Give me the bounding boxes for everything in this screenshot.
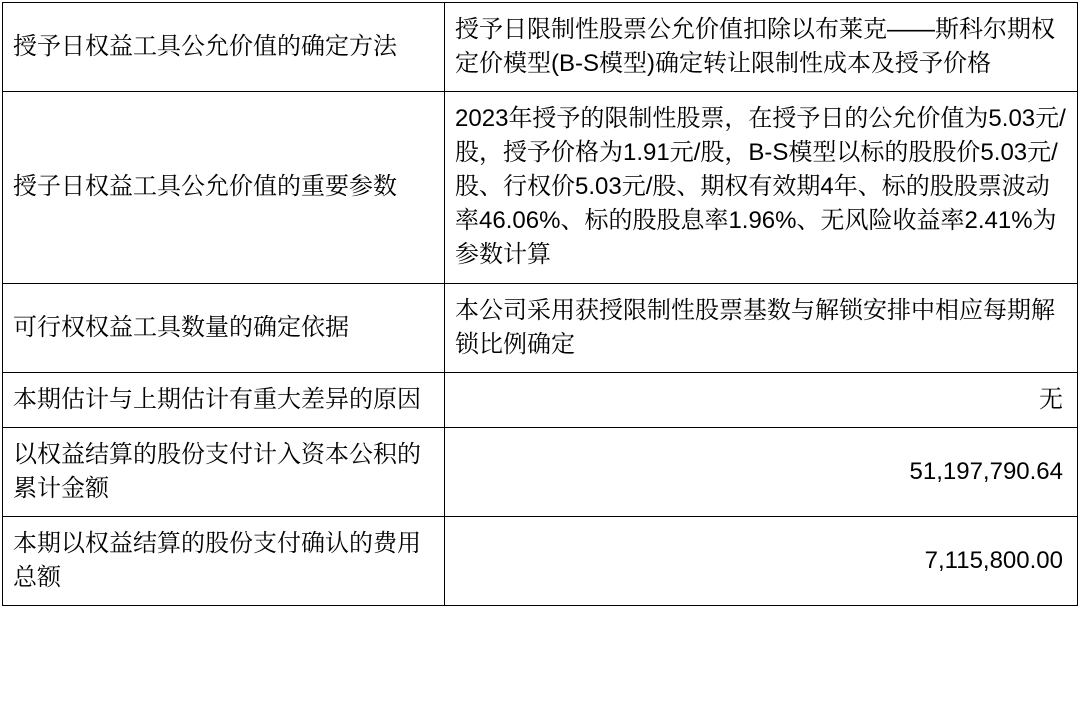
- share-based-payment-table: [2, 2, 1078, 606]
- row-value: 7,115,800.00: [445, 516, 1078, 605]
- table-row: [3, 283, 1078, 372]
- table-row: [3, 92, 1078, 283]
- row-label: 以权益结算的股份支付计入资本公积的累计金额: [3, 427, 445, 516]
- table-row: [3, 516, 1078, 605]
- table-body: [3, 3, 1078, 606]
- row-value: 本公司采用获授限制性股票基数与解锁安排中相应每期解锁比例确定: [445, 283, 1078, 372]
- row-label: 授子日权益工具公允价值的重要参数: [3, 92, 445, 283]
- row-value: 51,197,790.64: [445, 427, 1078, 516]
- row-value: 授予日限制性股票公允价值扣除以布莱克——斯科尔期权定价模型(B-S模型)确定转让限制性成本及授予价格: [445, 3, 1078, 92]
- row-value: 无: [445, 372, 1078, 427]
- row-label: 授予日权益工具公允价值的确定方法: [3, 3, 445, 92]
- table-row: [3, 372, 1078, 427]
- row-label: 本期以权益结算的股份支付确认的费用总额: [3, 516, 445, 605]
- row-value: 2023年授予的限制性股票，在授予日的公允价值为5.03元/股，授予价格为1.91元/股，B-S模型以标的股股价5.03元/股、行权价5.03元/股、期权有效期4年、标的股股票波动率46.06%、标的股股息率1.96%、无风险收益率2.41%为参数计算: [445, 92, 1078, 283]
- row-label: 可行权权益工具数量的确定依据: [3, 283, 445, 372]
- table-row: [3, 3, 1078, 92]
- table-row: [3, 427, 1078, 516]
- row-label: 本期估计与上期估计有重大差异的原因: [3, 372, 445, 427]
